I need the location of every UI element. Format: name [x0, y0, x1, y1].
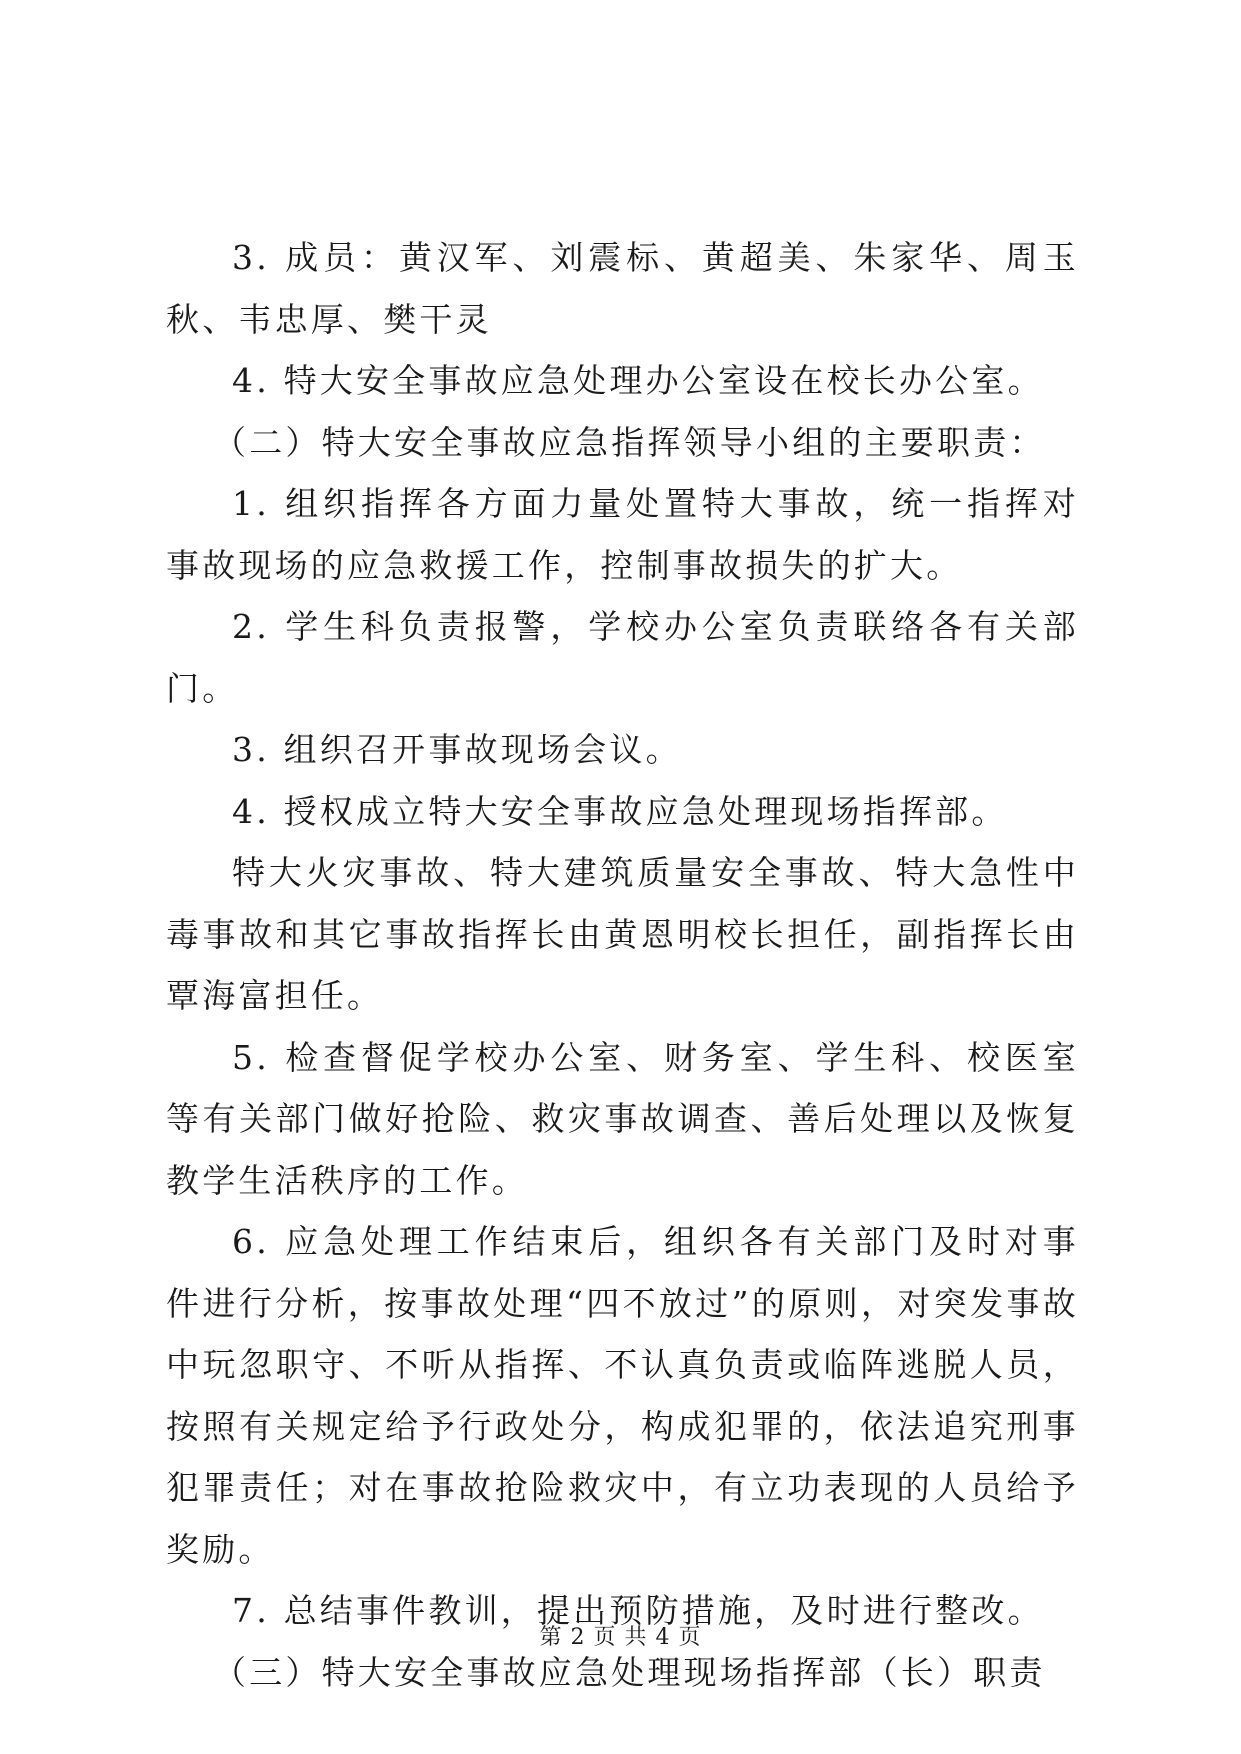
paragraph-duty-5: 5. 检查督促学校办公室、财务室、学生科、校医室等有关部门做好抢险、救灾事故调查、善后处理以及恢复教学生活秩序的工作。 [166, 1037, 1079, 1200]
paragraph-commanders: 特大火灾事故、特大建筑质量安全事故、特大急性中毒事故和其它事故指挥长由黄恩明校长担任，副指挥长由覃海富担任。 [166, 853, 1079, 1015]
page-number-footer: 第 2 页 共 4 页 [539, 1625, 702, 1650]
section-heading-duties: （二）特大安全事故应急指挥领导小组的主要职责： [213, 422, 1046, 462]
paragraph-duty-4: 4. 授权成立特大安全事故应急处理现场指挥部。 [232, 791, 1008, 831]
paragraph-duty-6: 6. 应急处理工作结束后，组织各有关部门及时对事件进行分析，按事故处理“四不放过”的原则，对突发事故中玩忽职守、不听从指挥、不认真负责或临阵逃脱人员，按照有关规定给予行政处分，构成犯罪的，依法追究刑事犯罪责任；对在事故抢险救灾中，有立功表现的人员给予奖励。 [166, 1222, 1079, 1569]
paragraph-duty-3: 3. 组织召开事故现场会议。 [232, 730, 682, 769]
paragraph-duty-2: 2. 学生科负责报警，学校办公室负责联络各有关部门。 [166, 607, 1079, 708]
section-heading-field-command: （三）特大安全事故应急处理现场指挥部（长）职责 [213, 1652, 1046, 1692]
paragraph-duty-7: 7. 总结事件教训，提出预防措施，及时进行整改。 [232, 1591, 1044, 1630]
paragraph-members: 3. 成员：黄汉军、刘震标、黄超美、朱家华、周玉秋、韦忠厚、樊干灵 [166, 238, 1079, 339]
paragraph-duty-1: 1. 组织指挥各方面力量处置特大事故，统一指挥对事故现场的应急救援工作，控制事故损失的扩大。 [166, 484, 1079, 585]
document-body [166, 227, 1079, 1703]
paragraph-office-location: 4. 特大安全事故应急处理办公室设在校长办公室。 [232, 361, 1044, 400]
